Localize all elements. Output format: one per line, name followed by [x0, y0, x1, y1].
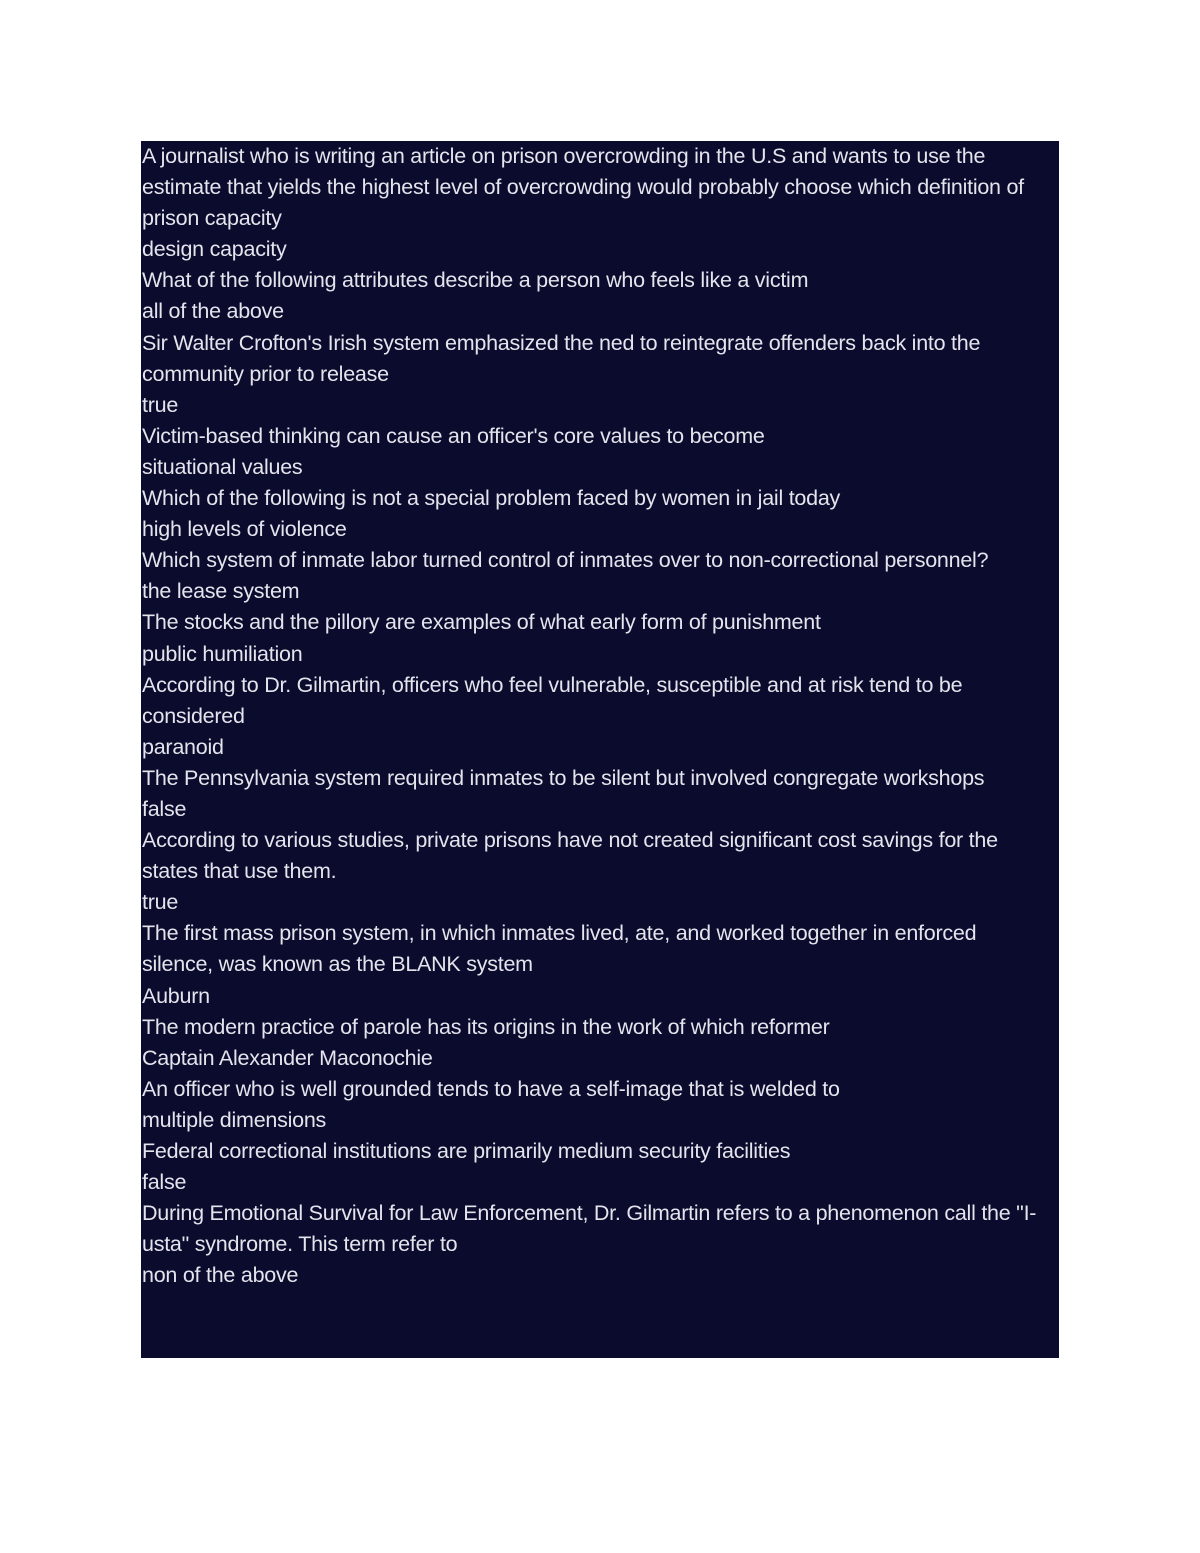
question-text: Which of the following is not a special problem faced by women in jail today	[142, 486, 841, 511]
answer-text: situational values	[142, 454, 303, 479]
question-text: The stocks and the pillory are examples of what early form of punishment	[142, 610, 821, 635]
question-text: According to various studies, private prisons have not created significant cost savings for the states that use them.	[142, 828, 998, 884]
answer-text: all of the above	[142, 299, 284, 324]
answer-text: non of the above	[142, 1263, 299, 1288]
answer-text: high levels of violence	[142, 517, 347, 542]
highlighted-text-block	[141, 141, 1059, 1358]
question-text: During Emotional Survival for Law Enforcement, Dr. Gilmartin refers to a phenomenon call the "I-usta" syndrome. This term refer to	[142, 1201, 1037, 1257]
answer-text: Auburn	[142, 983, 210, 1008]
answer-text: false	[142, 796, 187, 821]
answer-text: false	[142, 1170, 187, 1195]
answer-text: public humiliation	[142, 641, 303, 666]
question-text: The first mass prison system, in which inmates lived, ate, and worked together in enforced silence, was known as the BLANK system	[142, 921, 977, 977]
question-text: An officer who is well grounded tends to have a self-image that is welded to	[142, 1076, 840, 1101]
question-text: Which system of inmate labor turned control of inmates over to non-correctional personnel?	[142, 548, 989, 573]
question-text: The modern practice of parole has its origins in the work of which reformer	[142, 1014, 830, 1039]
answer-text: design capacity	[142, 237, 287, 262]
answer-text: true	[142, 890, 179, 915]
answer-text: the lease system	[142, 579, 300, 604]
question-text: What of the following attributes describe a person who feels like a victim	[142, 268, 809, 293]
answer-text: paranoid	[142, 734, 224, 759]
answer-text: Captain Alexander Maconochie	[142, 1045, 433, 1070]
question-text: According to Dr. Gilmartin, officers who feel vulnerable, susceptible and at risk tend to be considered	[142, 672, 963, 728]
question-text: Federal correctional institutions are primarily medium security facilities	[142, 1139, 791, 1163]
answer-text: true	[142, 392, 179, 417]
question-text: Victim-based thinking can cause an officer's core values to become	[142, 423, 765, 448]
question-text: The Pennsylvania system required inmates to be silent but involved congregate workshops	[142, 765, 985, 790]
question-text: Sir Walter Crofton's Irish system emphasized the ned to reintegrate offenders back into the community prior to release	[142, 330, 981, 386]
question-text: A journalist who is writing an article on prison overcrowding in the U.S and wants to use the estimate that yields the highest level of overcrowding would probably choose which definition of prison capacity	[142, 144, 1024, 231]
answer-text: multiple dimensions	[142, 1107, 327, 1132]
